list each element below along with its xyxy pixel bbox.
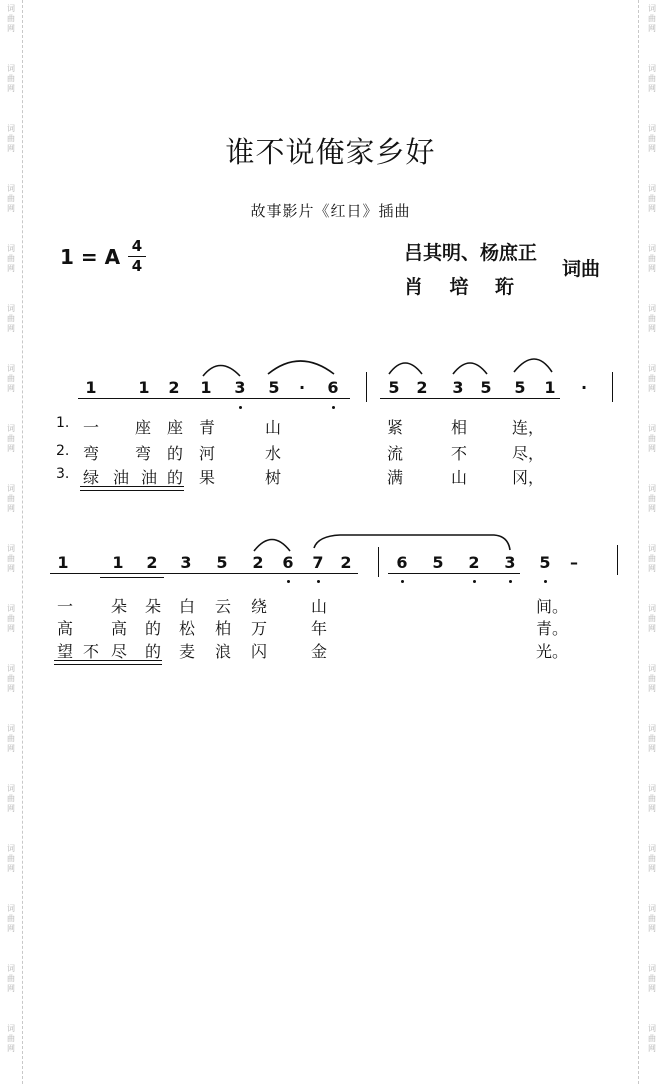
l2-v2-5: 柏: [214, 619, 231, 638]
l2-note-3: 2: [146, 553, 158, 572]
l1-note-10: 3: [452, 378, 464, 397]
watermark-glyph: 词 曲 网: [648, 304, 656, 333]
l1-v3-1: 绿: [82, 468, 99, 487]
l1-v2-3: 的: [166, 444, 183, 463]
l1-note-13: 1: [544, 378, 556, 397]
l1-note-6: 5: [268, 378, 280, 397]
watermark-glyph: 词 曲 网: [648, 724, 656, 753]
verse-number-1: 1.: [56, 415, 70, 431]
watermark-glyph: 词 曲 网: [648, 424, 656, 453]
watermark-glyph: 词 曲 网: [7, 484, 15, 513]
verse-number-3: 3.: [56, 466, 70, 482]
l1-v2-5: 水: [264, 444, 281, 463]
watermark-glyph: 词 曲 网: [648, 964, 656, 993]
l2-note-13: 3: [504, 553, 516, 572]
l1-note-7: 6: [327, 378, 339, 397]
l1-v2-7: 不: [450, 444, 467, 463]
watermark-glyph: 词 曲 网: [648, 784, 656, 813]
l2-note-5: 5: [216, 553, 228, 572]
l2-note-10: 6: [396, 553, 408, 572]
l1-v3-6: 树: [264, 468, 281, 487]
l1-v3-5: 果: [198, 468, 215, 487]
watermark-glyph: 词 曲 网: [648, 604, 656, 633]
slur-4: [453, 363, 487, 374]
watermark-glyph: 词 曲 网: [7, 304, 15, 333]
l1-note-3: 2: [168, 378, 180, 397]
slur-5: [514, 359, 552, 372]
watermark-glyph: 词 曲 网: [7, 784, 15, 813]
watermark-glyph: 词 曲 网: [7, 4, 15, 33]
l1-note-1: 1: [85, 378, 97, 397]
credit-role: 词曲: [562, 258, 601, 280]
l1-v2-1: 弯: [82, 444, 99, 463]
meter-bottom: 4: [131, 257, 143, 275]
l2-v3-2: 不: [82, 642, 99, 661]
slur-6: [254, 540, 290, 552]
l2-note-9: 2: [340, 553, 352, 572]
l1-v3-2: 油: [112, 468, 129, 487]
watermark-glyph: 词 曲 网: [7, 544, 15, 573]
l2-v1-1: 一: [56, 597, 73, 616]
l1-note-11: 5: [480, 378, 492, 397]
l2-v1-4: 白: [178, 597, 195, 616]
l1-v1-7: 相: [450, 418, 467, 437]
watermark-glyph: 词 曲 网: [7, 244, 15, 273]
watermark-glyph: 词 曲 网: [648, 844, 656, 873]
l1-v1-1: 一: [82, 418, 99, 437]
l1-v1-3: 座: [166, 418, 183, 437]
l2-v1-5: 云: [214, 597, 231, 616]
l1-note-4: 1: [200, 378, 212, 397]
watermark-glyph: 词 曲 网: [7, 904, 15, 933]
l2-v3-6: 浪: [214, 642, 231, 661]
watermark-glyph: 词 曲 网: [648, 664, 656, 693]
slur-2: [268, 361, 334, 374]
l2-v3-9: 光。: [536, 642, 569, 661]
l2-v1-8: 间。: [536, 597, 569, 616]
l1-v1-8: 连，: [512, 418, 545, 437]
l2-note-7: 6: [282, 553, 294, 572]
watermark-glyph: 词 曲 网: [7, 364, 15, 393]
slur-1: [203, 366, 240, 377]
l1-v3-3: 油: [140, 468, 157, 487]
watermark-glyph: 词 曲 网: [648, 64, 656, 93]
l1-v1-4: 青: [198, 418, 215, 437]
l2-v3-3: 尽: [110, 642, 127, 661]
watermark-glyph: 词 曲 网: [7, 64, 15, 93]
watermark-glyph: 词 曲 网: [648, 364, 656, 393]
l2-v2-6: 万: [250, 619, 267, 638]
l1-note-2: 1: [138, 378, 150, 397]
lyricists: 吕其明、杨庶正: [404, 242, 538, 264]
verse-number-2: 2.: [56, 443, 70, 459]
watermark-glyph: 词 曲 网: [7, 844, 15, 873]
l2-note-12: 2: [468, 553, 480, 572]
l2-note-4: 3: [180, 553, 192, 572]
l1-note-8: 5: [388, 378, 400, 397]
composer: 肖 培 珩: [404, 276, 514, 298]
l2-v2-4: 松: [178, 619, 195, 638]
watermark-glyph: 词 曲 网: [648, 184, 656, 213]
slur-3: [389, 363, 422, 374]
watermark-glyph: 词 曲 网: [7, 724, 15, 753]
l2-note-1: 1: [57, 553, 69, 572]
l2-v3-8: 金: [310, 642, 327, 661]
watermark-glyph: 词 曲 网: [7, 124, 15, 153]
l2-v1-6: 绕: [250, 597, 267, 616]
l2-v3-1: 望: [56, 642, 73, 661]
l2-note-2: 1: [112, 553, 124, 572]
l1-v1-2: 座: [134, 418, 151, 437]
watermark-glyph: 词 曲 网: [648, 484, 656, 513]
key-signature: 1 = A: [60, 245, 121, 269]
watermark-glyph: 词 曲 网: [7, 964, 15, 993]
l2-v3-4: 的: [144, 642, 161, 661]
watermark-glyph: 词 曲 网: [7, 604, 15, 633]
l2-note-14: 5: [539, 553, 551, 572]
l1-v2-4: 河: [198, 444, 215, 463]
l2-v1-7: 山: [310, 597, 327, 616]
watermark-glyph: 词 曲 网: [648, 544, 656, 573]
l2-note-11: 5: [432, 553, 444, 572]
slur-7: [314, 535, 510, 550]
l1-note-9: 2: [416, 378, 428, 397]
l1-v3-4: 的: [166, 468, 183, 487]
watermark-glyph: 词 曲 网: [648, 4, 656, 33]
l2-v2-7: 年: [310, 619, 327, 638]
l1-dot-1: ·: [298, 378, 306, 397]
l2-v2-1: 高: [56, 619, 73, 638]
watermark-glyph: 词 曲 网: [648, 904, 656, 933]
watermark-glyph: 词 曲 网: [648, 124, 656, 153]
l1-dot-2: ·: [580, 378, 588, 397]
l1-v3-7: 满: [386, 468, 403, 487]
l2-v2-2: 高: [110, 619, 127, 638]
watermark-glyph: 词 曲 网: [7, 664, 15, 693]
l1-note-5: 3: [234, 378, 246, 397]
l1-v3-9: 冈，: [512, 468, 545, 487]
watermark-glyph: 词 曲 网: [648, 1024, 656, 1053]
l1-v2-8: 尽，: [512, 444, 545, 463]
l2-v2-3: 的: [144, 619, 161, 638]
l2-note-8: 7: [312, 553, 324, 572]
l2-v3-7: 闪: [250, 642, 267, 661]
l2-v1-3: 朵: [144, 597, 161, 616]
l1-note-12: 5: [514, 378, 526, 397]
l1-v3-8: 山: [450, 468, 467, 487]
meter-top: 4: [131, 237, 143, 255]
song-subtitle: 故事影片《红日》插曲: [250, 202, 411, 220]
song-title: 谁不说俺家乡好: [225, 135, 436, 169]
l1-v2-2: 弯: [134, 444, 151, 463]
l1-v2-6: 流: [386, 444, 403, 463]
l2-note-6: 2: [252, 553, 264, 572]
watermark-glyph: 词 曲 网: [7, 184, 15, 213]
l1-v1-5: 山: [264, 418, 281, 437]
l1-v1-6: 紧: [386, 418, 403, 437]
l2-v3-5: 麦: [178, 642, 195, 661]
l2-v1-2: 朵: [110, 597, 127, 616]
l2-v2-8: 青。: [536, 619, 569, 638]
watermark-glyph: 词 曲 网: [7, 1024, 15, 1053]
watermark-glyph: 词 曲 网: [7, 424, 15, 453]
l2-dash: –: [570, 553, 578, 572]
watermark-glyph: 词 曲 网: [648, 244, 656, 273]
